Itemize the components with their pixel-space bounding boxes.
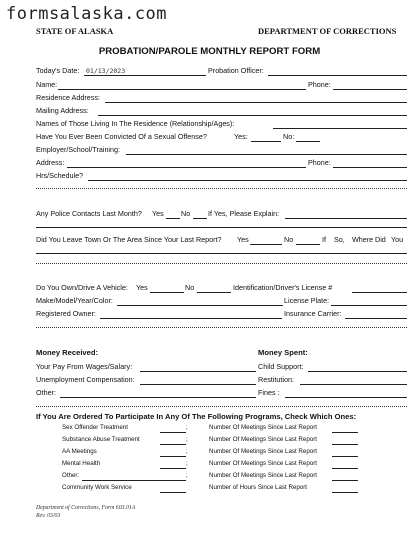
program-count-label: Number Of Meetings Since Last Report <box>209 424 317 431</box>
police-question: Any Police Contacts Last Month? <box>36 209 142 218</box>
program-name: AA Meetings <box>62 448 97 455</box>
unemployment-field[interactable] <box>140 384 256 385</box>
travel-if-label: If <box>322 235 326 244</box>
program-count-field[interactable] <box>332 492 358 493</box>
unemployment-label: Unemployment Compensation: <box>36 375 135 384</box>
program-count-field[interactable] <box>332 444 358 445</box>
fines-field[interactable] <box>285 397 407 398</box>
program-separator: ; <box>186 460 188 467</box>
wages-label: Your Pay From Wages/Salary: <box>36 362 133 371</box>
program-name: Community Work Service <box>62 484 132 491</box>
other-money-field[interactable] <box>60 397 256 398</box>
program-name: Mental Health <box>62 460 101 467</box>
insurance-field[interactable] <box>345 318 407 319</box>
travel-so-label: So, <box>334 235 345 244</box>
restitution-label: Restitution: <box>258 375 294 384</box>
vehicle-no-label: No <box>185 283 195 292</box>
sexual-offense-yes-label: Yes: <box>234 132 248 141</box>
employer-label: Employer/School/Training: <box>36 145 121 154</box>
program-check-field[interactable] <box>160 444 186 445</box>
sexual-offense-no-field[interactable] <box>296 141 320 142</box>
travel-where-field[interactable] <box>36 253 407 254</box>
program-name: Substance Abuse Treatment <box>62 436 140 443</box>
police-explain-field-2[interactable] <box>36 227 407 228</box>
travel-no-field[interactable] <box>296 244 320 245</box>
program-count-label: Number Of Meetings Since Last Report <box>209 472 317 479</box>
program-count-field[interactable] <box>332 456 358 457</box>
section-divider <box>36 406 407 407</box>
todays-date-label: Today's Date: <box>36 66 80 75</box>
license-field[interactable] <box>352 292 407 293</box>
travel-yes-field[interactable] <box>250 244 282 245</box>
program-check-field[interactable] <box>160 492 186 493</box>
other-money-label: Other: <box>36 388 56 397</box>
todays-date-value[interactable]: 01/13/2023 <box>86 67 126 75</box>
program-check-field[interactable] <box>160 432 186 433</box>
program-count-field[interactable] <box>332 468 358 469</box>
names-living-field[interactable] <box>273 128 407 129</box>
restitution-field[interactable] <box>300 384 407 385</box>
travel-no-label: No <box>284 235 294 244</box>
travel-did-label: Did <box>375 235 386 244</box>
police-explain-field[interactable] <box>285 218 407 219</box>
wages-field[interactable] <box>140 371 256 372</box>
vehicle-no-field[interactable] <box>197 292 231 293</box>
mailing-address-label: Mailing Address: <box>36 106 89 115</box>
program-count-field[interactable] <box>332 432 358 433</box>
police-explain-label: If Yes, Please Explain: <box>208 209 280 218</box>
todays-date-field[interactable] <box>84 75 206 76</box>
sexual-offense-yes-field[interactable] <box>251 141 281 142</box>
program-count-field[interactable] <box>332 480 358 481</box>
vehicle-yes-field[interactable] <box>150 292 184 293</box>
state-header: STATE OF ALASKA <box>36 26 114 36</box>
section-divider <box>36 263 407 264</box>
registered-owner-field[interactable] <box>100 318 282 319</box>
phone-field[interactable] <box>333 89 407 90</box>
police-no-label: No <box>181 209 191 218</box>
money-spent-title: Money Spent: <box>258 348 308 357</box>
travel-yes-label: Yes <box>237 235 249 244</box>
license-plate-field[interactable] <box>331 305 407 306</box>
residence-address-label: Residence Address: <box>36 93 100 102</box>
section-divider <box>36 188 407 189</box>
hrs-schedule-label: Hrs/Schedule? <box>36 171 84 180</box>
program-name: Sex Offender Treatment <box>62 424 128 431</box>
make-model-field[interactable] <box>117 305 283 306</box>
program-count-label: Number Of Meetings Since Last Report <box>209 436 317 443</box>
program-name: Other: <box>62 472 80 479</box>
probation-officer-field[interactable] <box>268 75 407 76</box>
registered-owner-label: Registered Owner: <box>36 309 96 318</box>
form-revision: Rev. 03/03 <box>36 513 61 519</box>
names-living-label: Names of Those Living In The Residence (Relationship/Ages): <box>36 119 235 128</box>
program-count-label: Number of Hours Since Last Report <box>209 484 308 491</box>
phone-label: Phone: <box>308 80 331 89</box>
travel-you-label: You <box>391 235 404 244</box>
address-label: Address: <box>36 158 65 167</box>
money-received-title: Money Received: <box>36 348 99 357</box>
child-support-field[interactable] <box>308 371 407 372</box>
department-header: DEPARTMENT OF CORRECTIONS <box>258 26 397 36</box>
program-separator: ; <box>186 472 188 479</box>
employer-field[interactable] <box>126 154 407 155</box>
mailing-address-field[interactable] <box>98 115 407 116</box>
probation-officer-label: Probation Officer: <box>208 66 264 75</box>
police-yes-field[interactable] <box>166 218 180 219</box>
license-label: Identification/Driver's License # <box>233 283 333 292</box>
hrs-schedule-field[interactable] <box>88 180 407 181</box>
license-plate-label: License Plate: <box>284 296 330 305</box>
insurance-label: Insurance Carrier: <box>284 309 342 318</box>
programs-title: If You Are Ordered To Participate In Any Of The Following Programs, Check Which Ones: <box>36 412 357 421</box>
form-title: PROBATION/PAROLE MONTHLY REPORT FORM <box>98 46 321 57</box>
sexual-offense-no-label: No: <box>283 132 295 141</box>
program-separator: ; <box>186 424 188 431</box>
child-support-label: Child Support: <box>258 362 304 371</box>
phone2-field[interactable] <box>333 167 407 168</box>
fines-label: Fines : <box>258 388 280 397</box>
form-id: Department of Corrections, Form 603.01A <box>36 505 136 511</box>
name-field[interactable] <box>58 89 306 90</box>
phone2-label: Phone: <box>308 158 331 167</box>
program-count-label: Number Of Meetings Since Last Report <box>209 460 317 467</box>
address-field[interactable] <box>67 167 306 168</box>
residence-address-field[interactable] <box>105 102 407 103</box>
police-no-field[interactable] <box>193 218 207 219</box>
program-separator: ; <box>186 436 188 443</box>
travel-where-label: Where <box>352 235 374 244</box>
program-other-field[interactable] <box>82 480 186 481</box>
vehicle-yes-label: Yes <box>136 283 148 292</box>
travel-question: Did You Leave Town Or The Area Since Your Last Report? <box>36 235 222 244</box>
section-divider <box>36 327 407 328</box>
sexual-offense-label: Have You Ever Been Convicted Of a Sexual Offense? <box>36 132 207 141</box>
police-yes-label: Yes <box>152 209 164 218</box>
make-model-label: Make/Model/Year/Color: <box>36 296 113 305</box>
program-check-field[interactable] <box>160 468 186 469</box>
program-separator: ; <box>186 448 188 455</box>
program-check-field[interactable] <box>160 456 186 457</box>
name-label: Name: <box>36 80 58 89</box>
watermark: formsalaska.com <box>6 4 168 24</box>
vehicle-question: Do You Own/Drive A Vehicle: <box>36 283 128 292</box>
program-count-label: Number Of Meetings Since Last Report <box>209 448 317 455</box>
